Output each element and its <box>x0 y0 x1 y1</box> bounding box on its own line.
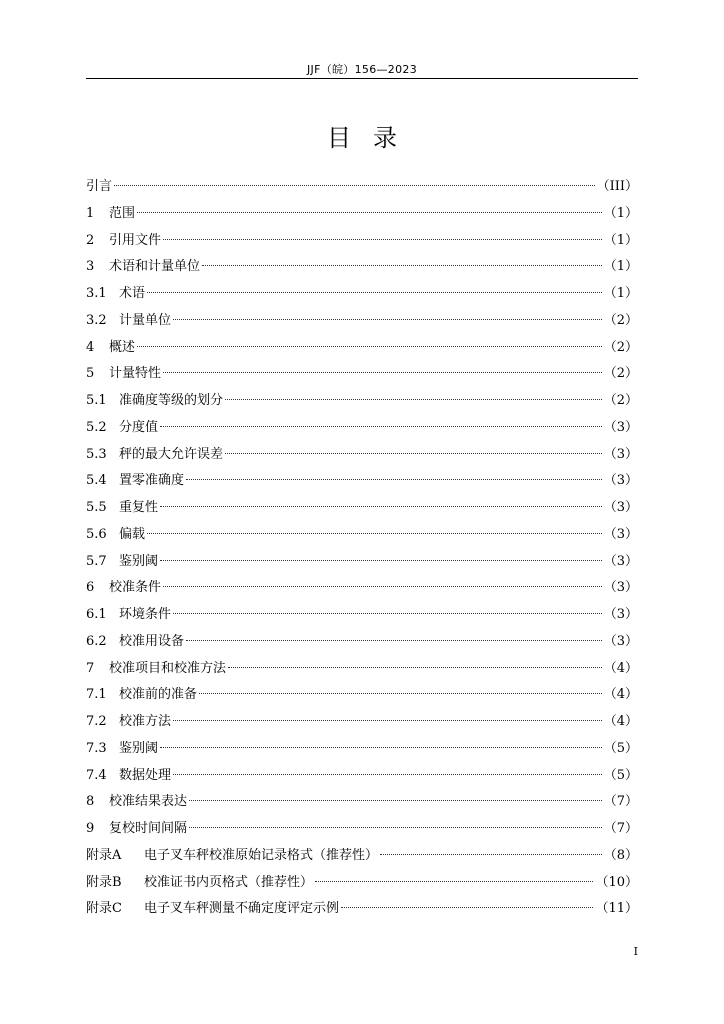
toc-entry-label: 重复性 <box>119 500 159 515</box>
toc-leader-dots <box>160 747 602 748</box>
toc-entry-number: 5.4 <box>86 473 107 489</box>
toc-entry-label: 概述 <box>109 339 136 355</box>
toc-entry-page: （10） <box>595 874 638 890</box>
toc-entry-page: （3） <box>603 607 638 622</box>
toc-entry[interactable] <box>86 629 638 656</box>
toc-entry[interactable] <box>86 709 638 736</box>
toc-leader-dots <box>199 693 602 694</box>
toc-leader-dots <box>163 239 602 240</box>
toc-leader-dots <box>147 533 602 534</box>
toc-entry-label: 范围 <box>109 205 136 221</box>
toc-leader-dots <box>147 292 602 293</box>
toc-entry-label: 引用文件 <box>109 232 162 248</box>
toc-entry-page: （8） <box>603 847 638 863</box>
toc-entry[interactable] <box>86 468 638 495</box>
toc-entry[interactable] <box>86 495 638 522</box>
toc-entry-page: （3） <box>603 500 638 515</box>
toc-entry-number: 5.3 <box>86 446 107 462</box>
toc-entry-number: 6.2 <box>86 633 107 649</box>
toc-entry[interactable] <box>86 442 638 469</box>
toc-entry-page: （2） <box>603 312 638 328</box>
toc-entry[interactable] <box>86 789 638 816</box>
toc-entry-label: 环境条件 <box>119 607 172 622</box>
toc-entry-label: 分度值 <box>119 419 159 435</box>
toc-entry-label: 数据处理 <box>119 767 172 783</box>
toc-entry-number: 5 <box>86 366 95 382</box>
toc-entry-number: 5.5 <box>86 500 107 515</box>
toc-entry[interactable] <box>86 388 638 415</box>
toc-entry-label: 电子叉车秤校准原始记录格式（推荐性） <box>144 847 379 863</box>
toc-entry-number: 7.3 <box>86 740 107 756</box>
toc-entry-label: 校准方法 <box>119 714 172 729</box>
page-title: 目录 <box>327 124 419 152</box>
toc-leader-dots <box>341 907 593 908</box>
toc-leader-dots <box>137 212 602 213</box>
toc-leader-dots <box>189 800 602 801</box>
toc-entry-label: 鉴别阈 <box>119 740 159 756</box>
toc-leader-dots <box>163 586 602 587</box>
toc-leader-dots <box>189 827 602 828</box>
toc-entry-page: （4） <box>603 714 638 729</box>
toc-entry-page: （2） <box>603 393 638 408</box>
toc-entry-label: 偏载 <box>119 526 146 542</box>
toc-entry-number: 7.1 <box>86 687 107 703</box>
toc-entry-page: （3） <box>603 553 638 569</box>
toc-entry-label: 引言 <box>86 179 113 194</box>
toc-entry-page: （11） <box>595 901 638 917</box>
toc-entry-number: 5.2 <box>86 419 107 435</box>
toc-entry-label: 计量单位 <box>119 312 172 328</box>
toc-leader-dots <box>186 640 602 641</box>
toc-entry[interactable] <box>86 656 638 683</box>
toc-leader-dots <box>186 479 602 480</box>
toc-entry-page: （2） <box>603 339 638 355</box>
document-code: JJF（皖）156—2023 <box>306 63 417 76</box>
toc-entry-number: 3 <box>86 259 95 275</box>
toc-entry-page: （1） <box>603 259 638 275</box>
toc-entry-label: 校准用设备 <box>119 633 185 649</box>
toc-entry[interactable] <box>86 896 638 923</box>
toc-entry-number: 6 <box>86 580 95 596</box>
toc-entry-number: 6.1 <box>86 607 107 622</box>
toc-entry-label: 校准项目和校准方法 <box>109 660 227 676</box>
toc-entry-page: （4） <box>603 687 638 703</box>
toc-entry[interactable] <box>86 816 638 843</box>
toc-entry-page: （2） <box>603 366 638 382</box>
toc-entry-label: 校准前的准备 <box>119 687 198 703</box>
toc-entry-page: （7） <box>603 794 638 810</box>
toc-entry-number: 5.7 <box>86 553 107 569</box>
toc-leader-dots <box>315 881 593 882</box>
toc-leader-dots <box>160 506 602 507</box>
toc-entry[interactable] <box>86 736 638 763</box>
toc-entry-number: 附录C <box>86 901 122 917</box>
toc-leader-dots <box>160 560 602 561</box>
toc-leader-dots <box>173 613 602 614</box>
toc-entry-number: 2 <box>86 232 95 248</box>
toc-entry[interactable] <box>86 254 638 281</box>
toc-entry[interactable] <box>86 281 638 308</box>
toc-entry-number: 7.2 <box>86 714 107 729</box>
page-number: I <box>633 945 638 958</box>
toc-leader-dots <box>173 720 602 721</box>
toc-entry[interactable] <box>86 843 638 870</box>
table-of-contents <box>86 174 638 923</box>
toc-leader-dots <box>380 854 602 855</box>
toc-entry-page: （3） <box>603 419 638 435</box>
toc-leader-dots <box>225 399 602 400</box>
toc-entry-page: （3） <box>603 446 638 462</box>
toc-entry-page: （3） <box>603 633 638 649</box>
toc-entry-label: 术语 <box>119 286 146 301</box>
toc-entry[interactable] <box>86 174 638 201</box>
toc-entry-number: 5.1 <box>86 393 107 408</box>
toc-entry-label: 计量特性 <box>109 366 162 382</box>
toc-leader-dots <box>225 453 602 454</box>
toc-entry-label: 电子叉车秤测量不确定度评定示例 <box>144 901 340 917</box>
toc-leader-dots <box>173 774 602 775</box>
toc-entry-page: （3） <box>603 473 638 489</box>
toc-entry-page: （5） <box>603 767 638 783</box>
toc-entry-number: 3.1 <box>86 286 107 301</box>
toc-entry-label: 校准条件 <box>109 580 162 596</box>
toc-entry-number: 9 <box>86 821 95 836</box>
toc-entry[interactable] <box>86 575 638 602</box>
toc-leader-dots <box>228 667 602 668</box>
toc-entry-number: 7.4 <box>86 767 107 783</box>
toc-entry-number: 8 <box>86 794 95 810</box>
toc-entry[interactable] <box>86 682 638 709</box>
toc-entry-label: 置零准确度 <box>119 473 185 489</box>
toc-entry[interactable] <box>86 870 638 897</box>
toc-entry-number: 附录A <box>86 847 122 863</box>
toc-entry-number: 5.6 <box>86 526 107 542</box>
toc-entry[interactable] <box>86 335 638 362</box>
toc-entry-number: 1 <box>86 205 95 221</box>
toc-entry-label: 准确度等级的划分 <box>119 393 224 408</box>
toc-entry-label: 鉴别阈 <box>119 553 159 569</box>
header-rule <box>86 78 638 79</box>
toc-entry[interactable] <box>86 763 638 790</box>
toc-leader-dots <box>137 346 602 347</box>
toc-entry-page: （1） <box>603 286 638 301</box>
toc-entry-label: 校准证书内页格式（推荐性） <box>144 874 314 890</box>
toc-entry[interactable] <box>86 522 638 549</box>
toc-entry-page: （3） <box>603 580 638 596</box>
toc-entry-page: （3） <box>603 526 638 542</box>
toc-entry-page: （1） <box>603 232 638 248</box>
toc-entry-number: 4 <box>86 339 95 355</box>
toc-entry-page: （4） <box>603 660 638 676</box>
toc-entry-page: （5） <box>603 740 638 756</box>
toc-leader-dots <box>163 372 602 373</box>
toc-entry-label: 校准结果表达 <box>109 794 188 810</box>
toc-entry-page: （1） <box>603 205 638 221</box>
toc-entry[interactable] <box>86 602 638 629</box>
toc-entry[interactable] <box>86 549 638 576</box>
toc-entry[interactable] <box>86 228 638 255</box>
toc-leader-dots <box>160 426 602 427</box>
toc-entry[interactable] <box>86 308 638 335</box>
toc-entry-label: 术语和计量单位 <box>109 259 201 275</box>
toc-entry-number: 7 <box>86 660 95 676</box>
toc-entry-page: （7） <box>603 821 638 836</box>
toc-leader-dots <box>202 265 602 266</box>
toc-entry-label: 秤的最大允许误差 <box>119 446 224 462</box>
toc-entry[interactable] <box>86 201 638 228</box>
toc-entry[interactable] <box>86 415 638 442</box>
toc-entry-label: 复校时间间隔 <box>109 821 188 836</box>
toc-entry-number: 3.2 <box>86 312 107 328</box>
toc-entry-page: （III） <box>596 179 638 194</box>
toc-leader-dots <box>173 319 602 320</box>
toc-entry[interactable] <box>86 361 638 388</box>
toc-leader-dots <box>114 185 595 186</box>
toc-entry-number: 附录B <box>86 874 122 890</box>
